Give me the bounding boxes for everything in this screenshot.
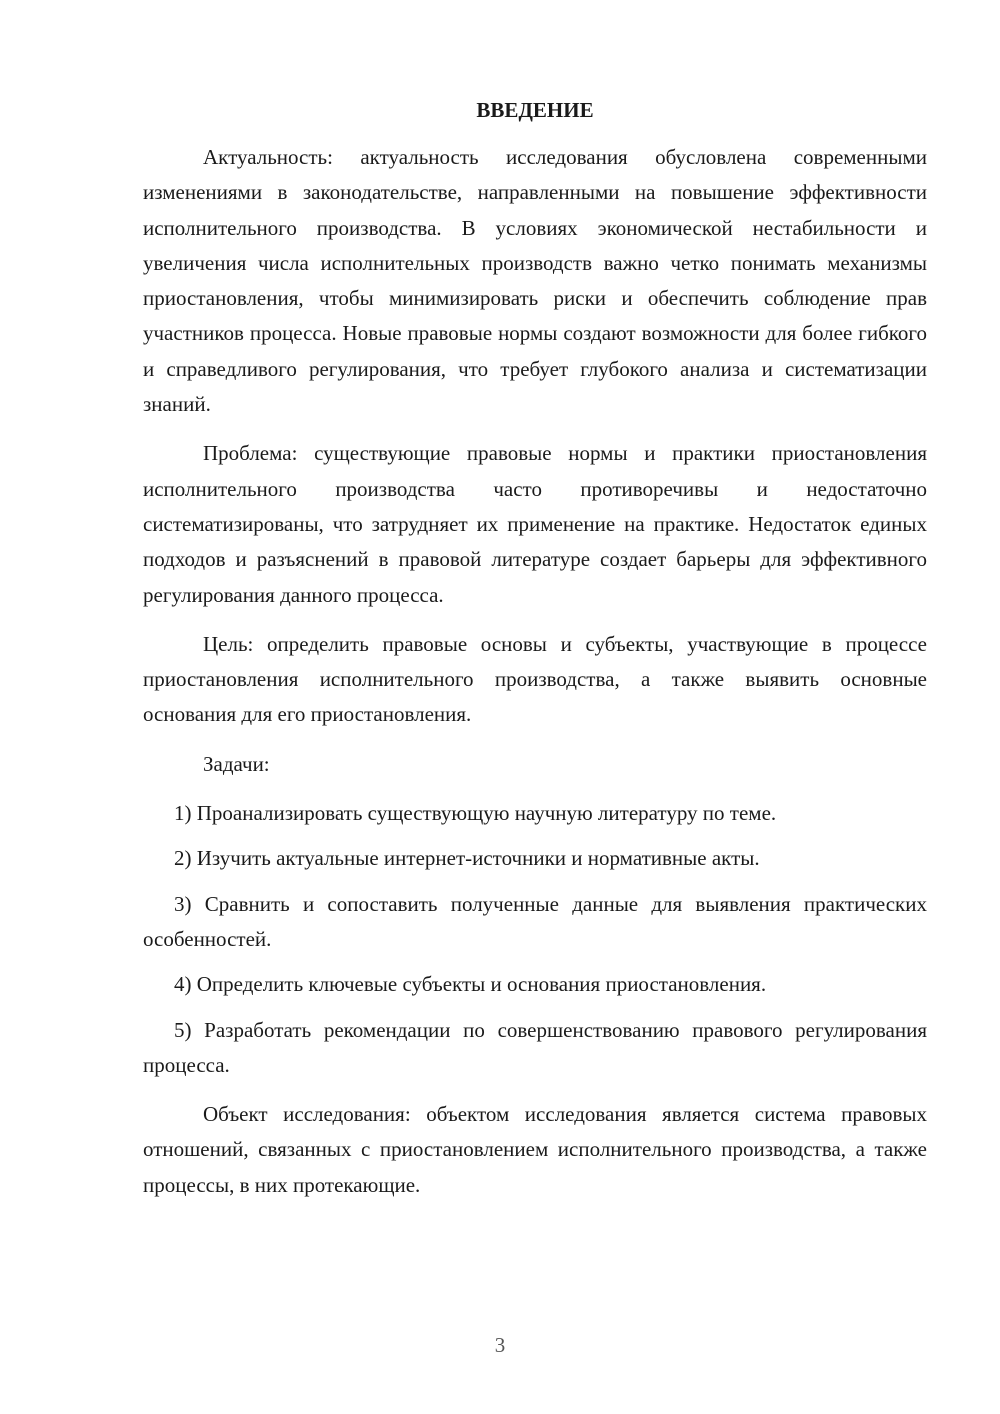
task-item: 2) Изучить актуальные интернет-источники и нормативные акты. xyxy=(174,846,760,871)
task-item: 3) Сравнить и сопоставить полученные данные для выявления практических особенностей. xyxy=(143,891,927,951)
page-number: 3 xyxy=(494,1333,506,1357)
task-item: 5) Разработать рекомендации по совершенствованию правового регулирования процесса. xyxy=(143,1017,927,1077)
goal-paragraph: Цель: определить правовые основы и субъекты, участвующие в процессе приостановления исполнительного производства, а также выявить основные основания для его приостановления. xyxy=(143,631,927,727)
task-item: 4) Определить ключевые субъекты и основания приостановления. xyxy=(174,972,767,997)
task-item: 1) Проанализировать существующую научную литературу по теме. xyxy=(174,801,777,826)
page-title: ВВЕДЕНИЕ xyxy=(476,98,594,122)
relevance-paragraph: Актуальность: актуальность исследования обусловлена современными изменениями в законодательстве, направленными на повышение эффективности исполнительного производства. В условиях экономической нестабильности и увеличения числа исполнительных производств важно четко понимать механизмы приостановления, чтобы минимизировать риски и обеспечить соблюдение прав участников процесса. Новые правовые нормы создают возможности для более гибкого и справедливого регулирования, что требует глубокого анализа и систематизации знаний. xyxy=(143,145,927,417)
problem-paragraph: Проблема: существующие правовые нормы и практики приостановления исполнительного производства часто противоречивы и недостаточно систематизированы, что затрудняет их применение на практике. Недостаток единых подходов и разъяснений в правовой литературе создает барьеры для эффективного регулирования данного процесса. xyxy=(143,441,927,607)
task-list xyxy=(143,796,927,1083)
page-content xyxy=(143,94,927,1217)
object-paragraph: Объект исследования: объектом исследования является система правовых отношений, связанных с приостановлением исполнительного производства, а также процессы, в них протекающие. xyxy=(143,1102,927,1197)
tasks-heading: Задачи: xyxy=(203,751,270,776)
